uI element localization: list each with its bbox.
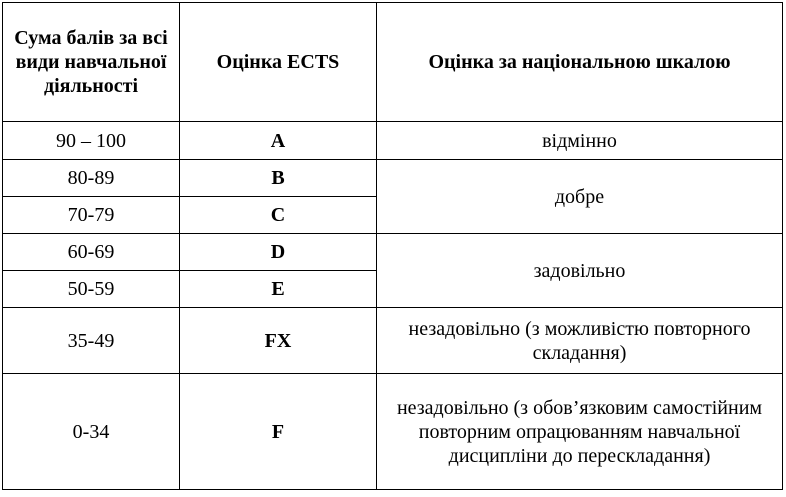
score-cell: 0-34: [3, 374, 180, 490]
score-cell: 70-79: [3, 197, 180, 234]
score-cell: 35-49: [3, 308, 180, 374]
ects-cell: F: [180, 374, 377, 490]
ects-cell: C: [180, 197, 377, 234]
table-header-row: [3, 3, 783, 122]
table-row: [3, 160, 783, 197]
table-row: [3, 234, 783, 271]
grading-scale-table: [2, 2, 783, 490]
score-cell: 50-59: [3, 271, 180, 308]
ects-cell: B: [180, 160, 377, 197]
national-grade-cell: добре: [377, 160, 783, 234]
national-grade-cell: незадовільно (з можливістю повторного складання): [377, 308, 783, 374]
national-grade-cell: незадовільно (з обов’язковим самостійним повторним опрацюванням навчальної дисципліни до перескладання): [377, 374, 783, 490]
score-cell: 90 – 100: [3, 122, 180, 160]
table-row: [3, 308, 783, 374]
header-score-sum: Сума балів за всі види навчальної діяльності: [3, 3, 180, 122]
header-national-scale: Оцінка за національною шкалою: [377, 3, 783, 122]
score-cell: 60-69: [3, 234, 180, 271]
header-ects: Оцінка ECTS: [180, 3, 377, 122]
ects-cell: D: [180, 234, 377, 271]
table-row: [3, 374, 783, 490]
ects-cell: FX: [180, 308, 377, 374]
score-cell: 80-89: [3, 160, 180, 197]
national-grade-cell: задовільно: [377, 234, 783, 308]
national-grade-cell: відмінно: [377, 122, 783, 160]
table-row: [3, 122, 783, 160]
ects-cell: A: [180, 122, 377, 160]
ects-cell: E: [180, 271, 377, 308]
